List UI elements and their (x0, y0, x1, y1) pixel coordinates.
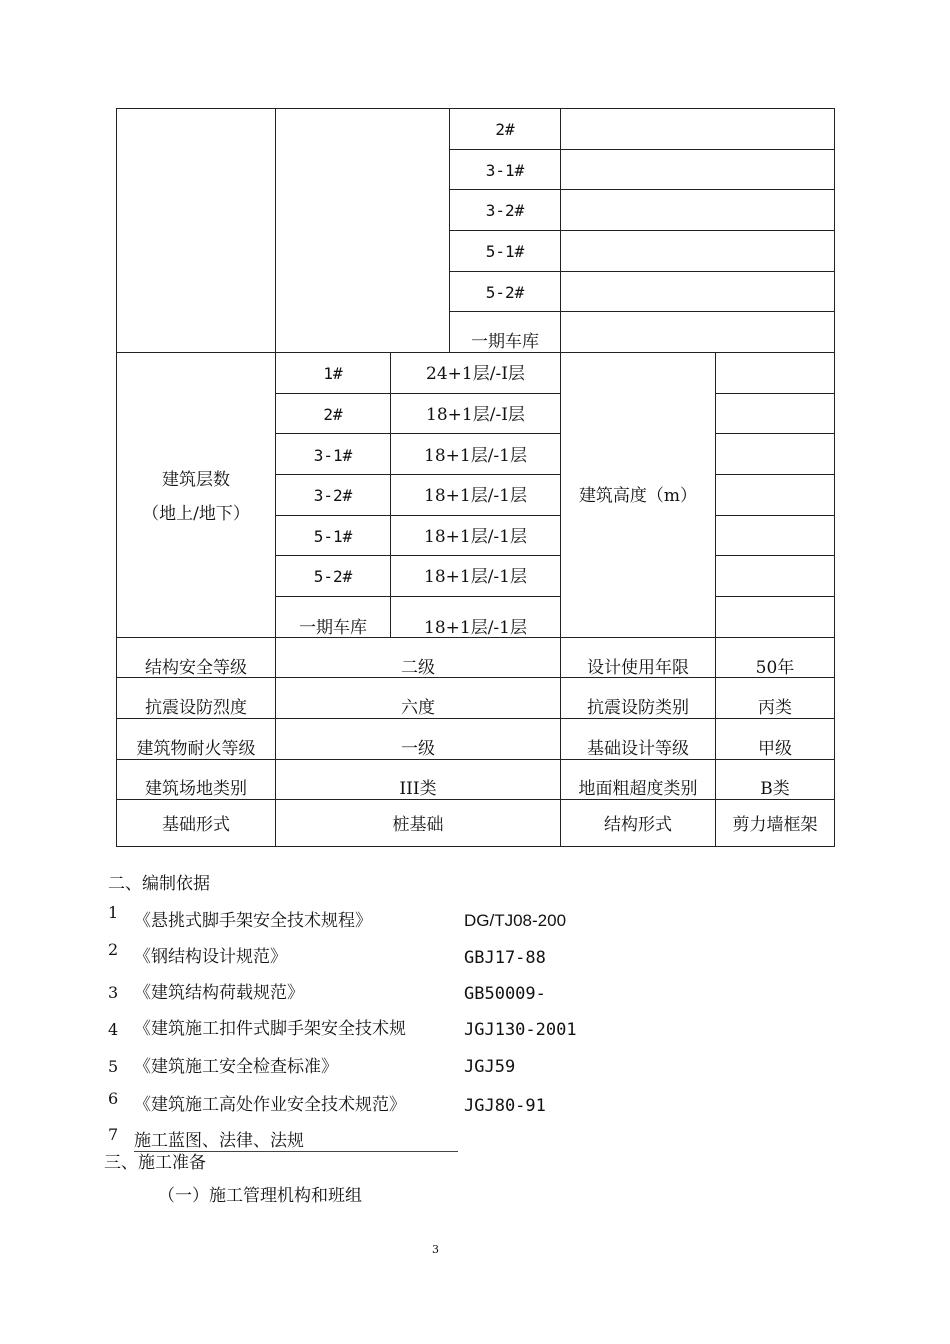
list-number: 5 (108, 1057, 119, 1076)
reference-name: 施工蓝图、法律、法规 (134, 1131, 304, 1151)
list-number: 3 (108, 983, 119, 1002)
prop-key: 基础形式 (162, 815, 230, 835)
prop-key: 建筑物耐火等级 (136, 739, 256, 759)
prop-value: 50年 (755, 658, 795, 678)
reference-code: DG/TJ08-200 (464, 911, 567, 930)
reference-code: JGJ80-91 (464, 1096, 546, 1116)
reference-name: 《建筑施工安全检查标准》 (134, 1057, 338, 1077)
reference-code: JGJ130-2001 (464, 1020, 577, 1040)
prop-value: 丙类 (758, 698, 792, 718)
reference-name: 《建筑施工扣件式脚手架安全技术规 (134, 1019, 406, 1039)
prop-value: III类 (399, 779, 437, 799)
table-cell: 3-1# (485, 161, 525, 180)
list-number: 7 (108, 1125, 119, 1144)
table-cell: 3-2# (485, 201, 525, 220)
section-heading: 三、施工准备 (104, 1153, 206, 1173)
prop-key: 结构安全等级 (145, 658, 247, 678)
floor-row-id: 一期车库 (299, 618, 367, 638)
prop-value: 桩基础 (392, 815, 444, 835)
prop-value: 六度 (401, 698, 435, 718)
prop-value: B类 (760, 779, 790, 799)
floor-row-value: 18+1层/-1层 (424, 486, 527, 506)
floor-row-value: 18+1层/-1层 (424, 567, 527, 587)
reference-code: GB50009- (464, 984, 546, 1004)
prop-value: 剪力墙框架 (732, 815, 818, 835)
prop-key: 抗震设防类别 (587, 698, 689, 718)
floors-label-sub: （地上/地下） (142, 504, 250, 524)
floor-row-id: 3-2# (313, 486, 353, 505)
floor-row-id: 3-1# (313, 446, 353, 465)
prop-key: 抗震设防烈度 (145, 698, 247, 718)
list-number: 2 (108, 940, 119, 959)
floor-row-value: 18+1层/-1层 (424, 618, 527, 638)
prop-value: 一级 (401, 739, 435, 759)
floor-row-id: 5-2# (313, 567, 353, 586)
list-number: 1 (108, 903, 119, 922)
prop-key: 设计使用年限 (587, 658, 689, 678)
table-cell: 5-1# (485, 242, 525, 261)
table-cell: 一期车库 (471, 332, 539, 352)
floor-row-id: 5-1# (313, 527, 353, 546)
section-heading: 二、编制依据 (108, 874, 210, 894)
table-cell: 5-2# (485, 283, 525, 302)
prop-value: 二级 (401, 658, 435, 678)
reference-name: 《建筑结构荷载规范》 (134, 983, 304, 1003)
reference-name: 《建筑施工高处作业安全技术规范》 (134, 1095, 406, 1115)
prop-key: 结构形式 (604, 815, 672, 835)
table-cell: 2# (495, 120, 515, 139)
floor-row-id: 2# (323, 405, 343, 424)
floor-row-value: 24+1层/-I层 (426, 364, 525, 384)
prop-key: 建筑场地类别 (145, 779, 247, 799)
prop-value: 甲级 (758, 739, 792, 759)
page-number: 3 (432, 1243, 439, 1256)
subsection-heading: （一）施工管理机构和班组 (158, 1186, 362, 1206)
floor-row-value: 18+1层/-I层 (426, 405, 525, 425)
prop-key: 基础设计等级 (587, 739, 689, 759)
height-label: 建筑高度（m） (578, 486, 698, 506)
reference-code: GBJ17-88 (464, 948, 546, 968)
floor-row-value: 18+1层/-1层 (424, 527, 527, 547)
list-number: 6 (108, 1089, 119, 1108)
floor-row-id: 1# (323, 364, 343, 383)
floor-row-value: 18+1层/-1层 (424, 446, 527, 466)
prop-key: 地面粗超度类别 (578, 779, 698, 799)
underline (134, 1151, 458, 1152)
reference-name: 《悬挑式脚手架安全技术规程》 (134, 911, 372, 931)
reference-name: 《钢结构设计规范》 (134, 947, 287, 967)
reference-code: JGJ59 (464, 1057, 516, 1077)
list-number: 4 (108, 1020, 119, 1039)
floors-label: 建筑层数 (162, 470, 230, 490)
